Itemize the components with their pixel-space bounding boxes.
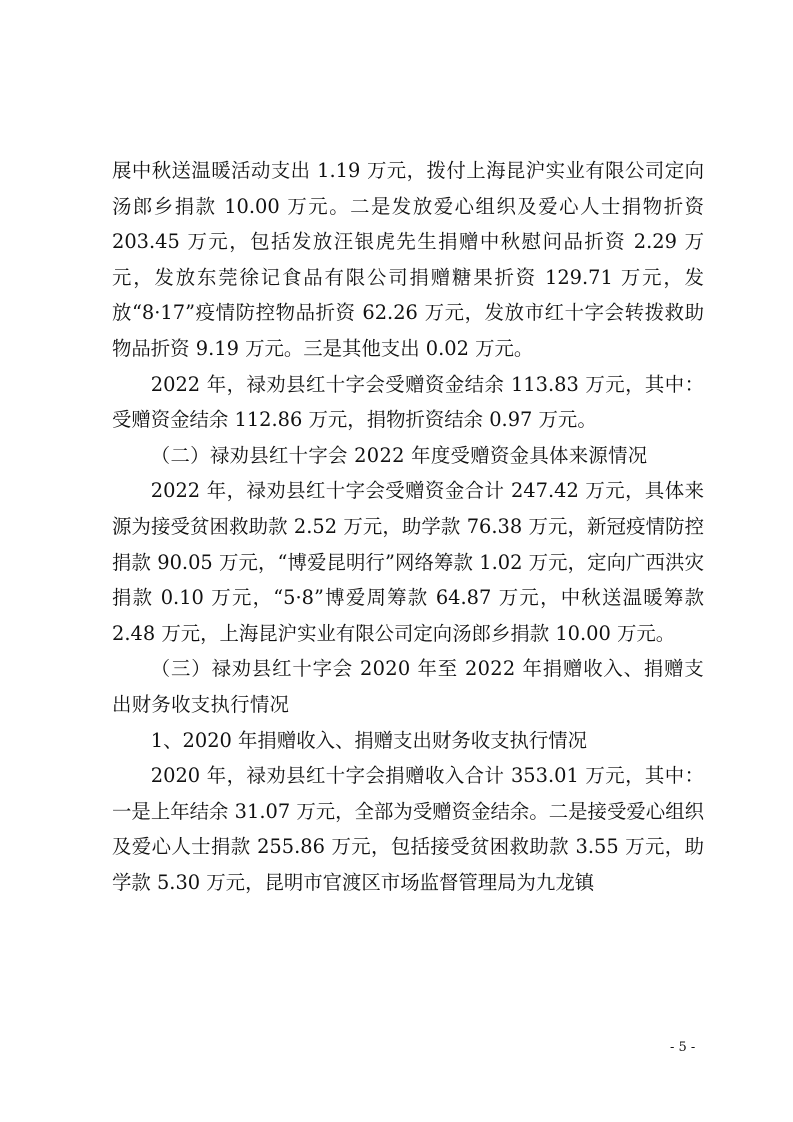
section-heading-3: （三）禄劝县红十字会 2020 年至 2022 年捐赠收入、捐赠支出财务收支执行情况 <box>112 657 704 716</box>
paragraph-2020-income: 2020 年，禄劝县红十字会捐赠收入合计 353.01 万元，其中：一是上年结余 31.07 万元，全部为受赠资金结余。二是接受爱心组织及爱心人士捐款 255.86 万元，包括接受贫困救助款 3.55 万元，助学款 5.30 万元，昆明市官渡区市场监督管理局为九龙镇 <box>112 764 704 894</box>
paragraph-2022-balance: 2022 年，禄劝县红十字会受赠资金结余 113.83 万元，其中：受赠资金结余 112.86 万元，捐物折资结余 0.97 万元。 <box>112 372 704 432</box>
subsection-heading-2020: 1、2020 年捐赠收入、捐赠支出财务收支执行情况 <box>150 728 588 752</box>
paragraph-2022-sources: 2022 年，禄劝县红十字会受赠资金合计 247.42 万元，具体来源为接受贫困救助款 2.52 万元，助学款 76.38 万元，新冠疫情防控捐款 90.05 万元，“博爱昆明行”网络筹款 1.02 万元，定向广西洪灾捐款 0.10 万元，“5·8”博爱周筹款 64.87 万元，中秋送温暖筹款 2.48 万元，上海昆沪实业有限公司定向汤郎乡捐款 10.00 万元。 <box>112 479 704 645</box>
paragraph-continued-expenditure: 展中秋送温暖活动支出 1.19 万元，拨付上海昆沪实业有限公司定向汤郎乡捐款 10.00 万元。二是发放爱心组织及爱心人士捐物折资 203.45 万元，包括发放汪银虎先生捐赠中秋慰问品折资 2.29 万元，发放东莞徐记食品有限公司捐赠糖果折资 129.71 万元，发放“8·17”疫情防控物品折资 62.26 万元，发放市红十字会转拨救助物品折资 9.19 万元。三是其他支出 0.02 万元。 <box>112 159 704 360</box>
page-number: - 5 - <box>670 1040 696 1055</box>
document-body <box>112 153 704 900</box>
section-heading-2: （二）禄劝县红十字会 2022 年度受赠资金具体来源情况 <box>150 443 648 467</box>
